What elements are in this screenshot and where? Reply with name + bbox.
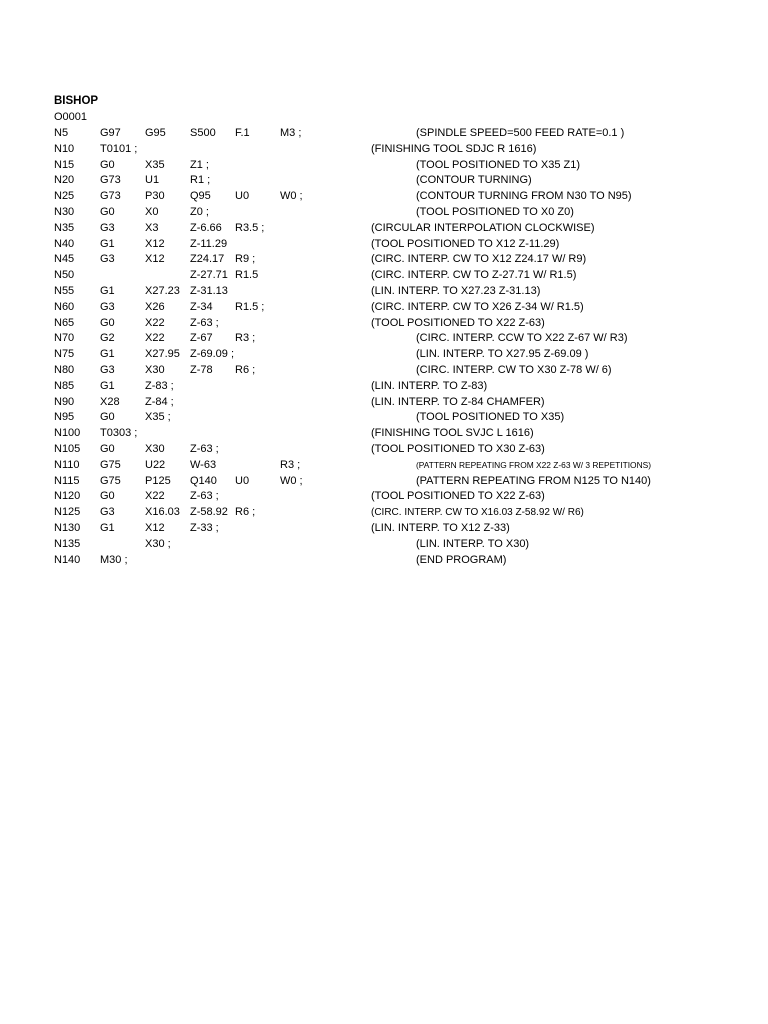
line-number: N140 xyxy=(54,553,81,566)
code-word: X30 xyxy=(145,442,165,455)
code-word: G0 xyxy=(100,411,115,424)
code-word: U1 xyxy=(145,174,160,187)
code-word: X12 xyxy=(145,253,165,266)
code-word: Z0 ; xyxy=(190,205,209,218)
code-word: X0 xyxy=(145,205,159,218)
line-comment: (CIRC. INTERP. CW TO X26 Z-34 W/ R1.5) xyxy=(371,300,584,313)
code-word: X12 xyxy=(145,237,165,250)
code-word: Z-11.29 xyxy=(190,237,228,250)
code-word: X26 xyxy=(145,300,165,313)
code-word: T0303 ; xyxy=(100,427,138,440)
code-word: R1.5 ; xyxy=(235,300,265,313)
line-comment: (LIN. INTERP. TO X30) xyxy=(416,537,530,550)
code-word: Z24.17 xyxy=(190,253,225,266)
code-word: G3 xyxy=(100,363,115,376)
program-line xyxy=(0,363,768,379)
line-number: N65 xyxy=(54,316,75,329)
code-word: W0 ; xyxy=(280,190,303,203)
code-word: X3 xyxy=(145,221,159,234)
line-number: N115 xyxy=(54,474,80,487)
line-number: N15 xyxy=(54,158,75,171)
line-comment: (TOOL POSITIONED TO X12 Z-11.29) xyxy=(371,237,560,250)
code-word: U0 xyxy=(235,190,250,203)
program-line xyxy=(0,205,768,221)
code-word: X27.95 xyxy=(145,348,180,361)
line-number: N110 xyxy=(54,458,80,471)
code-word: Z-83 ; xyxy=(145,379,174,392)
program-line xyxy=(0,442,768,458)
line-comment: (CIRC. INTERP. CW TO Z-27.71 W/ R1.5) xyxy=(371,269,577,282)
line-number: N130 xyxy=(54,521,81,534)
code-word: Z1 ; xyxy=(190,158,209,171)
program-listing xyxy=(0,126,768,568)
line-number: N55 xyxy=(54,284,75,297)
code-word: G2 xyxy=(100,332,115,345)
code-word: G95 xyxy=(145,127,166,139)
code-word: Z-67 xyxy=(190,332,213,345)
line-comment: (CIRC. INTERP. CW TO X12 Z24.17 W/ R9) xyxy=(371,253,587,266)
line-number: N90 xyxy=(54,395,75,408)
program-line xyxy=(0,158,768,174)
program-line xyxy=(0,521,768,537)
code-word: G0 xyxy=(100,316,115,329)
code-word: R6 ; xyxy=(235,363,256,376)
code-word: G75 xyxy=(100,458,121,471)
code-word: Z-63 ; xyxy=(190,442,219,455)
program-line xyxy=(0,316,768,332)
program-line xyxy=(0,237,768,253)
line-comment: (TOOL POSITIONED TO X22 Z-63) xyxy=(371,316,545,329)
line-number: N20 xyxy=(54,174,75,187)
code-word: G73 xyxy=(100,174,121,187)
code-word: G1 xyxy=(100,348,115,361)
code-word: W0 ; xyxy=(280,474,303,487)
code-word: G0 xyxy=(100,205,115,218)
line-comment: (TOOL POSITIONED TO X35 Z1) xyxy=(416,158,581,171)
code-word: X22 xyxy=(145,490,165,503)
program-line xyxy=(0,284,768,300)
line-number: N95 xyxy=(54,411,75,424)
code-word: X27.23 xyxy=(145,284,180,297)
program-line xyxy=(0,553,768,569)
code-word: X22 xyxy=(145,316,165,329)
code-word: Z-78 xyxy=(190,363,213,376)
code-word: X16.03 xyxy=(145,506,180,519)
code-word: X30 ; xyxy=(145,537,171,550)
line-comment: (CIRC. INTERP. CCW TO X22 Z-67 W/ R3) xyxy=(416,332,628,345)
program-line xyxy=(0,173,768,189)
line-comment: (END PROGRAM) xyxy=(416,553,507,566)
program-line xyxy=(0,505,768,521)
line-number: N70 xyxy=(54,332,75,345)
code-word: R1.5 xyxy=(235,269,259,282)
code-word: Z-58.92 xyxy=(190,506,228,519)
line-comment: (CONTOUR TURNING FROM N30 TO N95) xyxy=(416,190,632,203)
program-line xyxy=(0,426,768,442)
line-number: N30 xyxy=(54,205,75,218)
line-number: N25 xyxy=(54,190,75,203)
program-line xyxy=(0,268,768,284)
line-comment: (PATTERN REPEATING FROM X22 Z-63 W/ 3 REPETITIONS) xyxy=(416,459,651,470)
code-word: G1 xyxy=(100,379,115,392)
code-word: G97 xyxy=(100,127,121,139)
line-comment: (FINISHING TOOL SVJC L 1616) xyxy=(371,427,534,440)
line-comment: (PATTERN REPEATING FROM N125 TO N140) xyxy=(416,474,651,487)
line-comment: (CIRCULAR INTERPOLATION CLOCKWISE) xyxy=(371,221,595,234)
code-word: R1 ; xyxy=(190,174,211,187)
line-comment: (SPINDLE SPEED=500 FEED RATE=0.1 ) xyxy=(416,127,625,139)
program-line xyxy=(0,221,768,237)
line-comment: (TOOL POSITIONED TO X22 Z-63) xyxy=(371,490,545,503)
code-word: G1 xyxy=(100,284,115,297)
code-word: M3 ; xyxy=(280,127,302,139)
code-word: Z-63 ; xyxy=(190,316,219,329)
code-word: R3.5 ; xyxy=(235,221,265,234)
line-number: N35 xyxy=(54,221,75,234)
line-comment: (LIN. INTERP. TO X12 Z-33) xyxy=(371,521,510,534)
program-line xyxy=(0,347,768,363)
line-comment: (LIN. INTERP. TO X27.23 Z-31.13) xyxy=(371,284,541,297)
code-word: P125 xyxy=(145,474,171,487)
code-word: F.1 xyxy=(235,127,250,139)
code-word: Z-6.66 xyxy=(190,221,222,234)
line-comment: (CONTOUR TURNING) xyxy=(416,174,532,187)
program-line xyxy=(0,300,768,316)
line-comment: (FINISHING TOOL SDJC R 1616) xyxy=(371,142,537,155)
code-word: G3 xyxy=(100,253,115,266)
code-word: G3 xyxy=(100,506,115,519)
code-word: X28 xyxy=(100,395,120,408)
code-word: G0 xyxy=(100,158,115,171)
code-word: X35 ; xyxy=(145,411,171,424)
line-number: N135 xyxy=(54,537,81,550)
code-word: Z-33 ; xyxy=(190,521,219,534)
line-comment: (TOOL POSITIONED TO X30 Z-63) xyxy=(371,442,545,455)
line-number: N85 xyxy=(54,379,75,392)
code-word: Q140 xyxy=(190,474,217,487)
code-word: G73 xyxy=(100,190,121,203)
program-line xyxy=(0,142,768,158)
document-title: BISHOP xyxy=(54,95,99,107)
line-number: N5 xyxy=(54,127,69,139)
program-line xyxy=(0,252,768,268)
line-number: N80 xyxy=(54,363,75,376)
code-word: M30 ; xyxy=(100,553,128,566)
code-word: R6 ; xyxy=(235,506,256,519)
code-word: U22 xyxy=(145,458,166,471)
line-comment: (TOOL POSITIONED TO X35) xyxy=(416,411,565,424)
program-line xyxy=(0,489,768,505)
code-word: G1 xyxy=(100,237,115,250)
code-word: Z-31.13 xyxy=(190,284,228,297)
code-word: R9 ; xyxy=(235,253,256,266)
code-word: Z-84 ; xyxy=(145,395,174,408)
code-word: T0101 ; xyxy=(100,142,138,155)
program-number: O0001 xyxy=(54,111,88,123)
program-line xyxy=(0,458,768,474)
line-number: N105 xyxy=(54,442,81,455)
program-line xyxy=(0,410,768,426)
code-word: R3 ; xyxy=(280,458,301,471)
program-line xyxy=(0,189,768,205)
line-number: N125 xyxy=(54,506,81,519)
code-word: Q95 xyxy=(190,190,211,203)
code-word: G0 xyxy=(100,442,115,455)
code-word: G0 xyxy=(100,490,115,503)
line-comment: (TOOL POSITIONED TO X0 Z0) xyxy=(416,205,574,218)
line-number: N100 xyxy=(54,427,81,440)
code-word: S500 xyxy=(190,127,216,139)
code-word: Z-69.09 ; xyxy=(190,348,235,361)
line-number: N60 xyxy=(54,300,75,313)
program-line xyxy=(0,474,768,490)
line-number: N40 xyxy=(54,237,75,250)
program-line xyxy=(0,126,768,142)
code-word: G75 xyxy=(100,474,121,487)
line-comment: (LIN. INTERP. TO Z-84 CHAMFER) xyxy=(371,395,545,408)
line-number: N75 xyxy=(54,348,75,361)
line-comment: (CIRC. INTERP. CW TO X30 Z-78 W/ 6) xyxy=(416,363,612,376)
program-line xyxy=(0,395,768,411)
line-number: N45 xyxy=(54,253,75,266)
program-line xyxy=(0,537,768,553)
code-word: P30 xyxy=(145,190,165,203)
code-word: X22 xyxy=(145,332,165,345)
program-line xyxy=(0,331,768,347)
line-number: N50 xyxy=(54,269,75,282)
code-word: W-63 xyxy=(190,458,217,471)
line-comment: (LIN. INTERP. TO Z-83) xyxy=(371,379,488,392)
code-word: G3 xyxy=(100,300,115,313)
line-comment: (CIRC. INTERP. CW TO X16.03 Z-58.92 W/ R6) xyxy=(371,507,584,519)
program-line xyxy=(0,379,768,395)
code-word: U0 xyxy=(235,474,250,487)
code-word: Z-34 xyxy=(190,300,213,313)
code-word: X35 xyxy=(145,158,165,171)
code-word: X12 xyxy=(145,521,165,534)
code-word: G3 xyxy=(100,221,115,234)
line-number: N10 xyxy=(54,142,75,155)
code-word: Z-63 ; xyxy=(190,490,219,503)
line-comment: (LIN. INTERP. TO X27.95 Z-69.09 ) xyxy=(416,348,589,361)
line-number: N120 xyxy=(54,490,81,503)
code-word: X30 xyxy=(145,363,165,376)
code-word: Z-27.71 xyxy=(190,269,228,282)
code-word: R3 ; xyxy=(235,332,256,345)
code-word: G1 xyxy=(100,521,115,534)
